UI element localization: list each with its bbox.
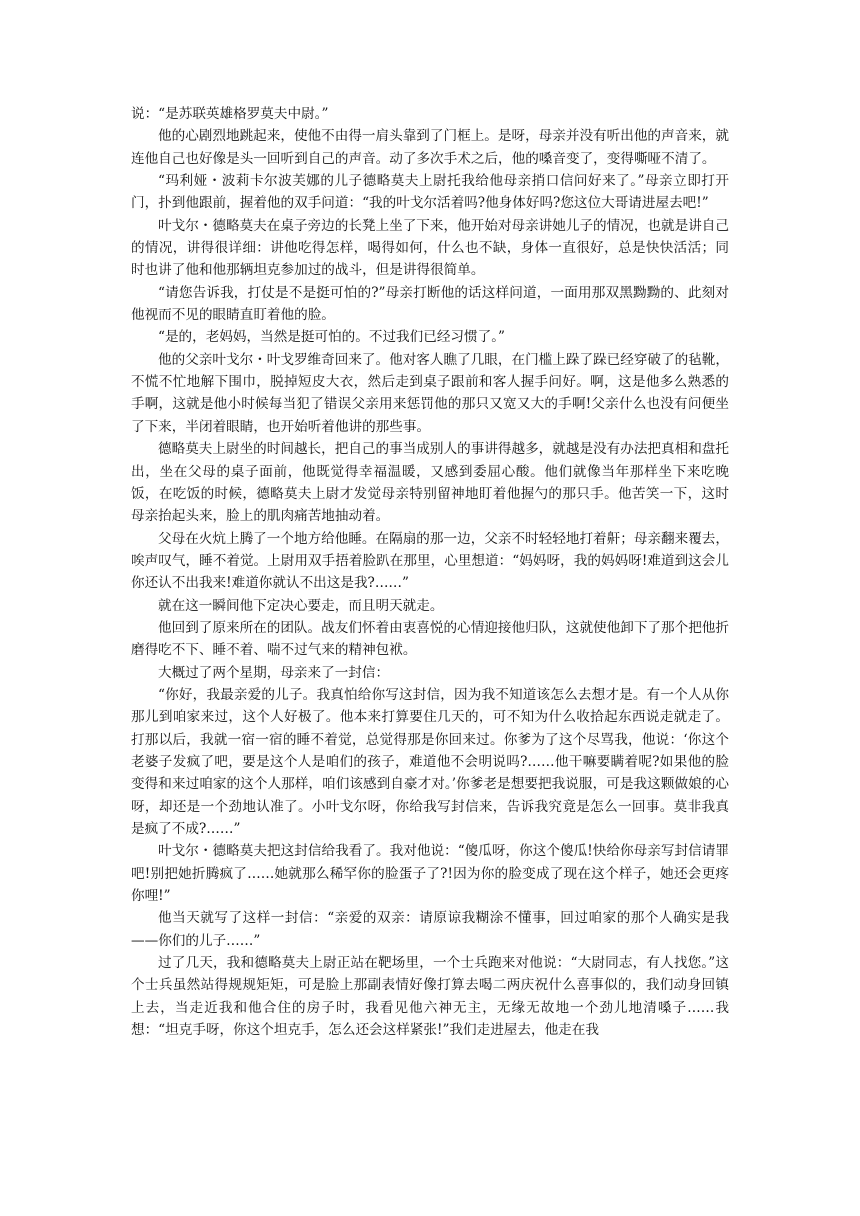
paragraph-6: 他的父亲叶戈尔・叶戈罗维奇回来了。他对客人瞧了几眼，在门槛上跺了跺已经穿破了的毡靴，不慌不忙地解下围巾，脱掉短皮大衣，然后走到桌子跟前和客人握手问好。啊，这是他多么熟悉的手啊，这就是他小时候每当犯了错误父亲用来惩罚他的那只又宽又大的手啊!父亲什么也没有问便坐了下来，半闭着眼睛，也开始听着他讲的那些事。 [131, 351, 729, 435]
paragraph-10: 他回到了原来所在的团队。战友们怀着由衷喜悦的心情迎接他归队，这就使他卸下了那个把他折磨得吃不下、睡不着、喘不过气来的精神包袱。 [131, 619, 729, 659]
paragraph-12: “你好，我最亲爱的儿子。我真怕给你写这封信，因为我不知道该怎么去想才是。有一个人从你那儿到咱家来过，这个人好极了。他本来打算要住几天的，可不知为什么收拾起东西说走就走了。打那以后，我就一宿一宿的睡不着觉，总觉得那是你回来过。你爹为了这个尽骂我，他说：‘你这个老婆子发疯了吧，要是这个人是咱们的孩子，难道他不会明说吗?……他干嘛要瞒着呢?如果他的脸变得和来过咱家的这个人那样，咱们该感到自豪才对。’你爹老是想要把我说服，可是我这颗做娘的心呀，却还是一个劲地认准了。小叶戈尔呀，你给我写封信来，告诉我究竟是怎么一回事。莫非我真是疯了不成?……” [131, 686, 729, 837]
paragraph-4: “请您告诉我，打仗是不是挺可怕的?”母亲打断他的话这样问道，一面用那双黑黝黝的、此刻对他视而不见的眼睛直盯着他的脸。 [131, 284, 729, 324]
story-text [131, 103, 729, 1041]
paragraph-9: 就在这一瞬间他下定决心要走，而且明天就走。 [158, 597, 444, 614]
paragraph-11: 大概过了两个星期，母亲来了一封信： [158, 664, 390, 681]
paragraph-7: 德略莫夫上尉坐的时间越长，把自己的事当成别人的事讲得越多，就越是没有办法把真相和盘托出，坐在父母的桌子面前，他既觉得幸福温暖，又感到委屈心酸。他们就像当年那样坐下来吃晚饭，在吃饭的时候，德略莫夫上尉才发觉母亲特别留神地盯着他握勺的那只手。他苦笑一下，这时母亲抬起头来，脸上的肌肉痛苦地抽动着。 [131, 441, 729, 525]
paragraph-15: 过了几天，我和德略莫夫上尉正站在靶场里，一个士兵跑来对他说：“大尉同志，有人找您。”这个士兵虽然站得规规矩矩，可是脸上那副表情好像打算去喝二两庆祝什么喜事似的，我们动身回镇上去，当走近我和他合住的房子时，我看见他六神无主，无缘无故地一个劲儿地清嗓子……我想：“坦克手呀，你这个坦克手，怎么还会这样紧张!”我们走进屋去，他走在我 [131, 955, 729, 1039]
paragraph-0: 说：“是苏联英雄格罗莫夫中尉。” [131, 106, 329, 122]
paragraph-2: “玛利娅・波莉卡尔波芙娜的儿子德略莫夫上尉托我给他母亲捎口信问好来了。”母亲立即打开门，扑到他跟前，握着他的双手问道：“我的叶戈尔活着吗?他身体好吗?您这位大哥请进屋去吧!” [131, 173, 729, 212]
paragraph-14: 他当天就写了这样一封信：“亲爱的双亲：请原谅我糊涂不懂事，回过咱家的那个人确实是我——你们的儿子……” [131, 910, 729, 949]
paragraph-1: 他的心剧烈地跳起来，使他不由得一肩头靠到了门框上。是呀，母亲并没有听出他的声音来，就连他自己也好像是头一回听到自己的声音。动了多次手术之后，他的嗓音变了，变得嘶哑不清了。 [131, 128, 729, 167]
paragraph-13: 叶戈尔・德略莫夫把这封信给我看了。我对他说：“傻瓜呀，你这个傻瓜!快给你母亲写封信请罪吧!别把她折腾疯了……她就那么稀罕你的脸蛋子了?!因为你的脸变成了现在这个样子，她还会更疼你哩!” [131, 843, 729, 905]
paragraph-3: 叶戈尔・德略莫夫在桌子旁边的长凳上坐了下来，他开始对母亲讲她儿子的情况，也就是讲自己的情况，讲得很详细：讲他吃得怎样，喝得如何，什么也不缺，身体一直很好，总是快快活活；同时也讲了他和他那辆坦克参加过的战斗，但是讲得很简单。 [131, 217, 729, 279]
paragraph-5: “是的，老妈妈，当然是挺可怕的。不过我们已经习惯了。” [158, 329, 505, 346]
paragraph-8: 父母在火炕上腾了一个地方给他睡。在隔扇的那一边，父亲不时轻轻地打着鼾；母亲翻来覆去，唉声叹气，睡不着觉。上尉用双手捂着脸趴在那里，心里想道：“妈妈呀，我的妈妈呀!难道到这会儿你还认不出我来!难道你就认不出这是我?……” [131, 530, 729, 592]
